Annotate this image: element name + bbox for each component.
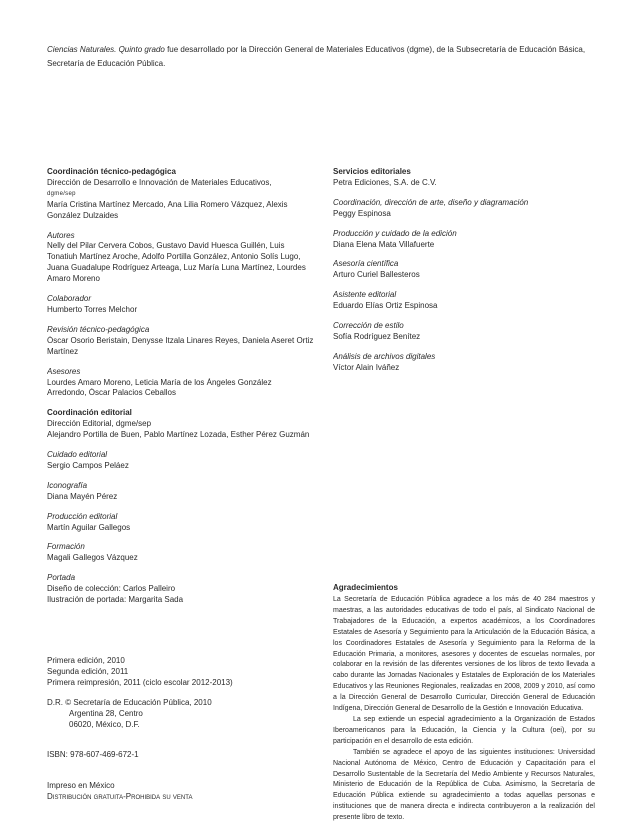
distribution-notice: Distribución gratuita-Prohibida su venta [47,792,193,802]
first-reprint: Primera reimpresión, 2011 (ciclo escolar 2012-2013) [47,677,233,687]
credit-block [333,259,595,281]
credit-block [47,167,322,222]
address-city: 06020, México, D.F. [69,719,140,729]
credit-role: Asistente editorial [333,290,397,300]
credit-name-line: Diana Mayén Pérez [47,491,118,501]
credit-role: Formación [47,542,85,552]
acknowledgements-title: Agradecimientos [333,583,398,592]
credit-role: Autores [47,230,75,240]
credit-block [333,290,595,312]
credit-name-line: Petra Ediciones, S.A. de C.V. [333,177,437,187]
credit-block [333,198,595,220]
credit-role: Asesoría científica [333,259,399,269]
copyright: D.R. © Secretaría de Educación Pública, 2010 [47,697,212,707]
credit-name-line: Arredondo, Óscar Palacios Ceballos [47,388,176,398]
credit-name-line: Amaro Moreno [47,274,100,284]
credit-role: Colaborador [47,294,92,304]
second-edition: Segunda edición, 2011 [47,666,129,676]
credit-block [47,294,322,316]
credit-block [47,512,322,534]
address-street: Argentina 28, Centro [69,708,143,718]
credit-heading: Coordinación técnico-pedagógica [47,167,176,176]
credit-name-line: Dirección de Desarrollo e Innovación de Materiales Educativos, [47,177,272,187]
credit-role: Producción y cuidado de la edición [333,228,457,238]
credit-role: Asesores [47,366,81,376]
intro-text: fue desarrollado por la Dirección General de Materiales Educativos (dgme), de la Subsecretaría de Educación Básica, Secretaría de Educación Pública. [47,45,586,68]
credits-right-column [333,167,595,383]
credit-name-line: Eduardo Elías Ortiz Espinosa [333,301,438,311]
acknowledgements-paragraph-3: También se agradece el apoyo de las siguientes instituciones: Universidad Nacional Autónoma de México, Centro de Educación y Capacitación para el Desarrollo Sustentable de la Secretaría del Medio Ambiente y Recursos Naturales, Ministerio de Educación de la República de Cuba. Asimismo, la Secretaría de Educación Pública extiende su agradecimiento a todas aquellas personas e instituciones que de manera directa e indirecta contribuyeron a la realización del presente libro de texto. [333,748,595,822]
credit-role: Análisis de archivos digitales [333,351,436,361]
credit-block [47,325,322,358]
intro-paragraph [47,43,595,71]
credit-name-line: Arturo Curiel Ballesteros [333,270,420,280]
credit-role: Coordinación, dirección de arte, diseño y diagramación [333,197,529,207]
credit-block [333,321,595,343]
credit-name-line: Tonatiuh Martínez Aroche, Adolfo Portilla González, Antonio Solís Lugo, [47,252,301,262]
acknowledgements-paragraph-2: La sep extiende un especial agradecimiento a la Organización de Estados Iberoamericanos para la Educación, la Ciencia y la Cultura (oei), por su participación en el desarrollo de esta edición. [333,715,595,745]
credit-block [47,542,322,564]
edition-info [47,656,322,803]
credit-name-line: Martínez [47,346,79,356]
credit-name-line: Humberto Torres Melchor [47,304,138,314]
credit-name-line: dgme/sep [47,190,76,197]
credit-role: Producción editorial [47,511,118,521]
acknowledgements [333,582,595,824]
credit-block [47,573,322,606]
credit-block [47,408,322,441]
credit-name-line: Peggy Espinosa [333,208,391,218]
credit-heading: Servicios editoriales [333,167,411,176]
credit-role: Revisión técnico-pedagógica [47,324,150,334]
credit-name-line: Sofía Rodríguez Benítez [333,331,421,341]
credit-block [333,229,595,251]
credit-role: Corrección de estilo [333,321,404,331]
printed-in: Impreso en México [47,781,115,791]
credit-name-line: Lourdes Amaro Moreno, Leticia María de los Ángeles González [47,377,272,387]
credit-block [47,450,322,472]
credit-block [47,231,322,286]
credit-role: Cuidado editorial [47,450,108,460]
credit-block [333,167,595,189]
credit-name-line: Dirección Editorial, dgme/sep [47,419,152,429]
credit-name-line: Víctor Alain Iváñez [333,362,400,372]
credit-name-line: Ilustración de portada: Margarita Sada [47,595,184,605]
credit-name-line: Alejandro Portilla de Buen, Pablo Martínez Lozada, Esther Pérez Guzmán [47,430,310,440]
credit-role: Portada [47,573,76,583]
book-title: Ciencias Naturales. Quinto grado [47,45,165,54]
credit-name-line: Juana Guadalupe Rodríguez Arteaga, Luz María Luna Martínez, Lourdes [47,263,306,273]
credit-name-line: González Dulzaides [47,210,119,220]
credit-name-line: Diseño de colección: Carlos Palleiro [47,584,176,594]
credit-name-line: Magali Gallegos Vázquez [47,553,138,563]
isbn: ISBN: 978-607-469-672-1 [47,750,139,760]
credit-name-line: Nelly del Pilar Cervera Cobos, Gustavo David Huesca Guillén, Luis [47,241,285,251]
first-edition: Primera edición, 2010 [47,656,125,665]
credit-role: Iconografía [47,480,88,490]
credit-name-line: Óscar Osorio Beristain, Denysse Itzala Linares Reyes, Daniela Aseret Ortiz [47,335,314,345]
credit-block [333,352,595,374]
credit-name-line: Diana Elena Mata Villafuerte [333,239,435,249]
credit-block [47,367,322,400]
credit-heading: Coordinación editorial [47,408,132,418]
credit-name-line: Martín Aguilar Gallegos [47,522,131,532]
credits-left-column [47,167,322,615]
acknowledgements-paragraph-1: La Secretaría de Educación Pública agradece a los más de 40 284 maestros y maestras, a las autoridades educativas de todo el país, al Sindicato Nacional de Trabajadores de la Educación, a expertos académicos, a los Coordinadores Estatales de Asesoría y Seguimiento para la Articulación de la Educación Básica, a los Coordinadores Estatales de Asesoría y Seguimiento para la Reforma de la Educación Primaria, a monitores, asesores y docentes de escuelas normales, por colaborar en la revisión de las diferentes versiones de los libros de texto llevada a cabo durante las Jornadas Nacionales y Estatales de Exploración de los Materiales Educativos y las Reuniones Regionales, realizadas en 2008, 2009 y 2010, así como a la Dirección General de Desarrollo Curricular, Dirección General de Educación Indígena, Dirección General de Desarrollo de la Gestión e Innovación Educativa. [333,596,595,713]
credit-name-line: Sergio Campos Peláez [47,460,129,470]
credit-name-line: María Cristina Martínez Mercado, Ana Lilia Romero Vázquez, Alexis [47,199,288,209]
credit-block [47,481,322,503]
